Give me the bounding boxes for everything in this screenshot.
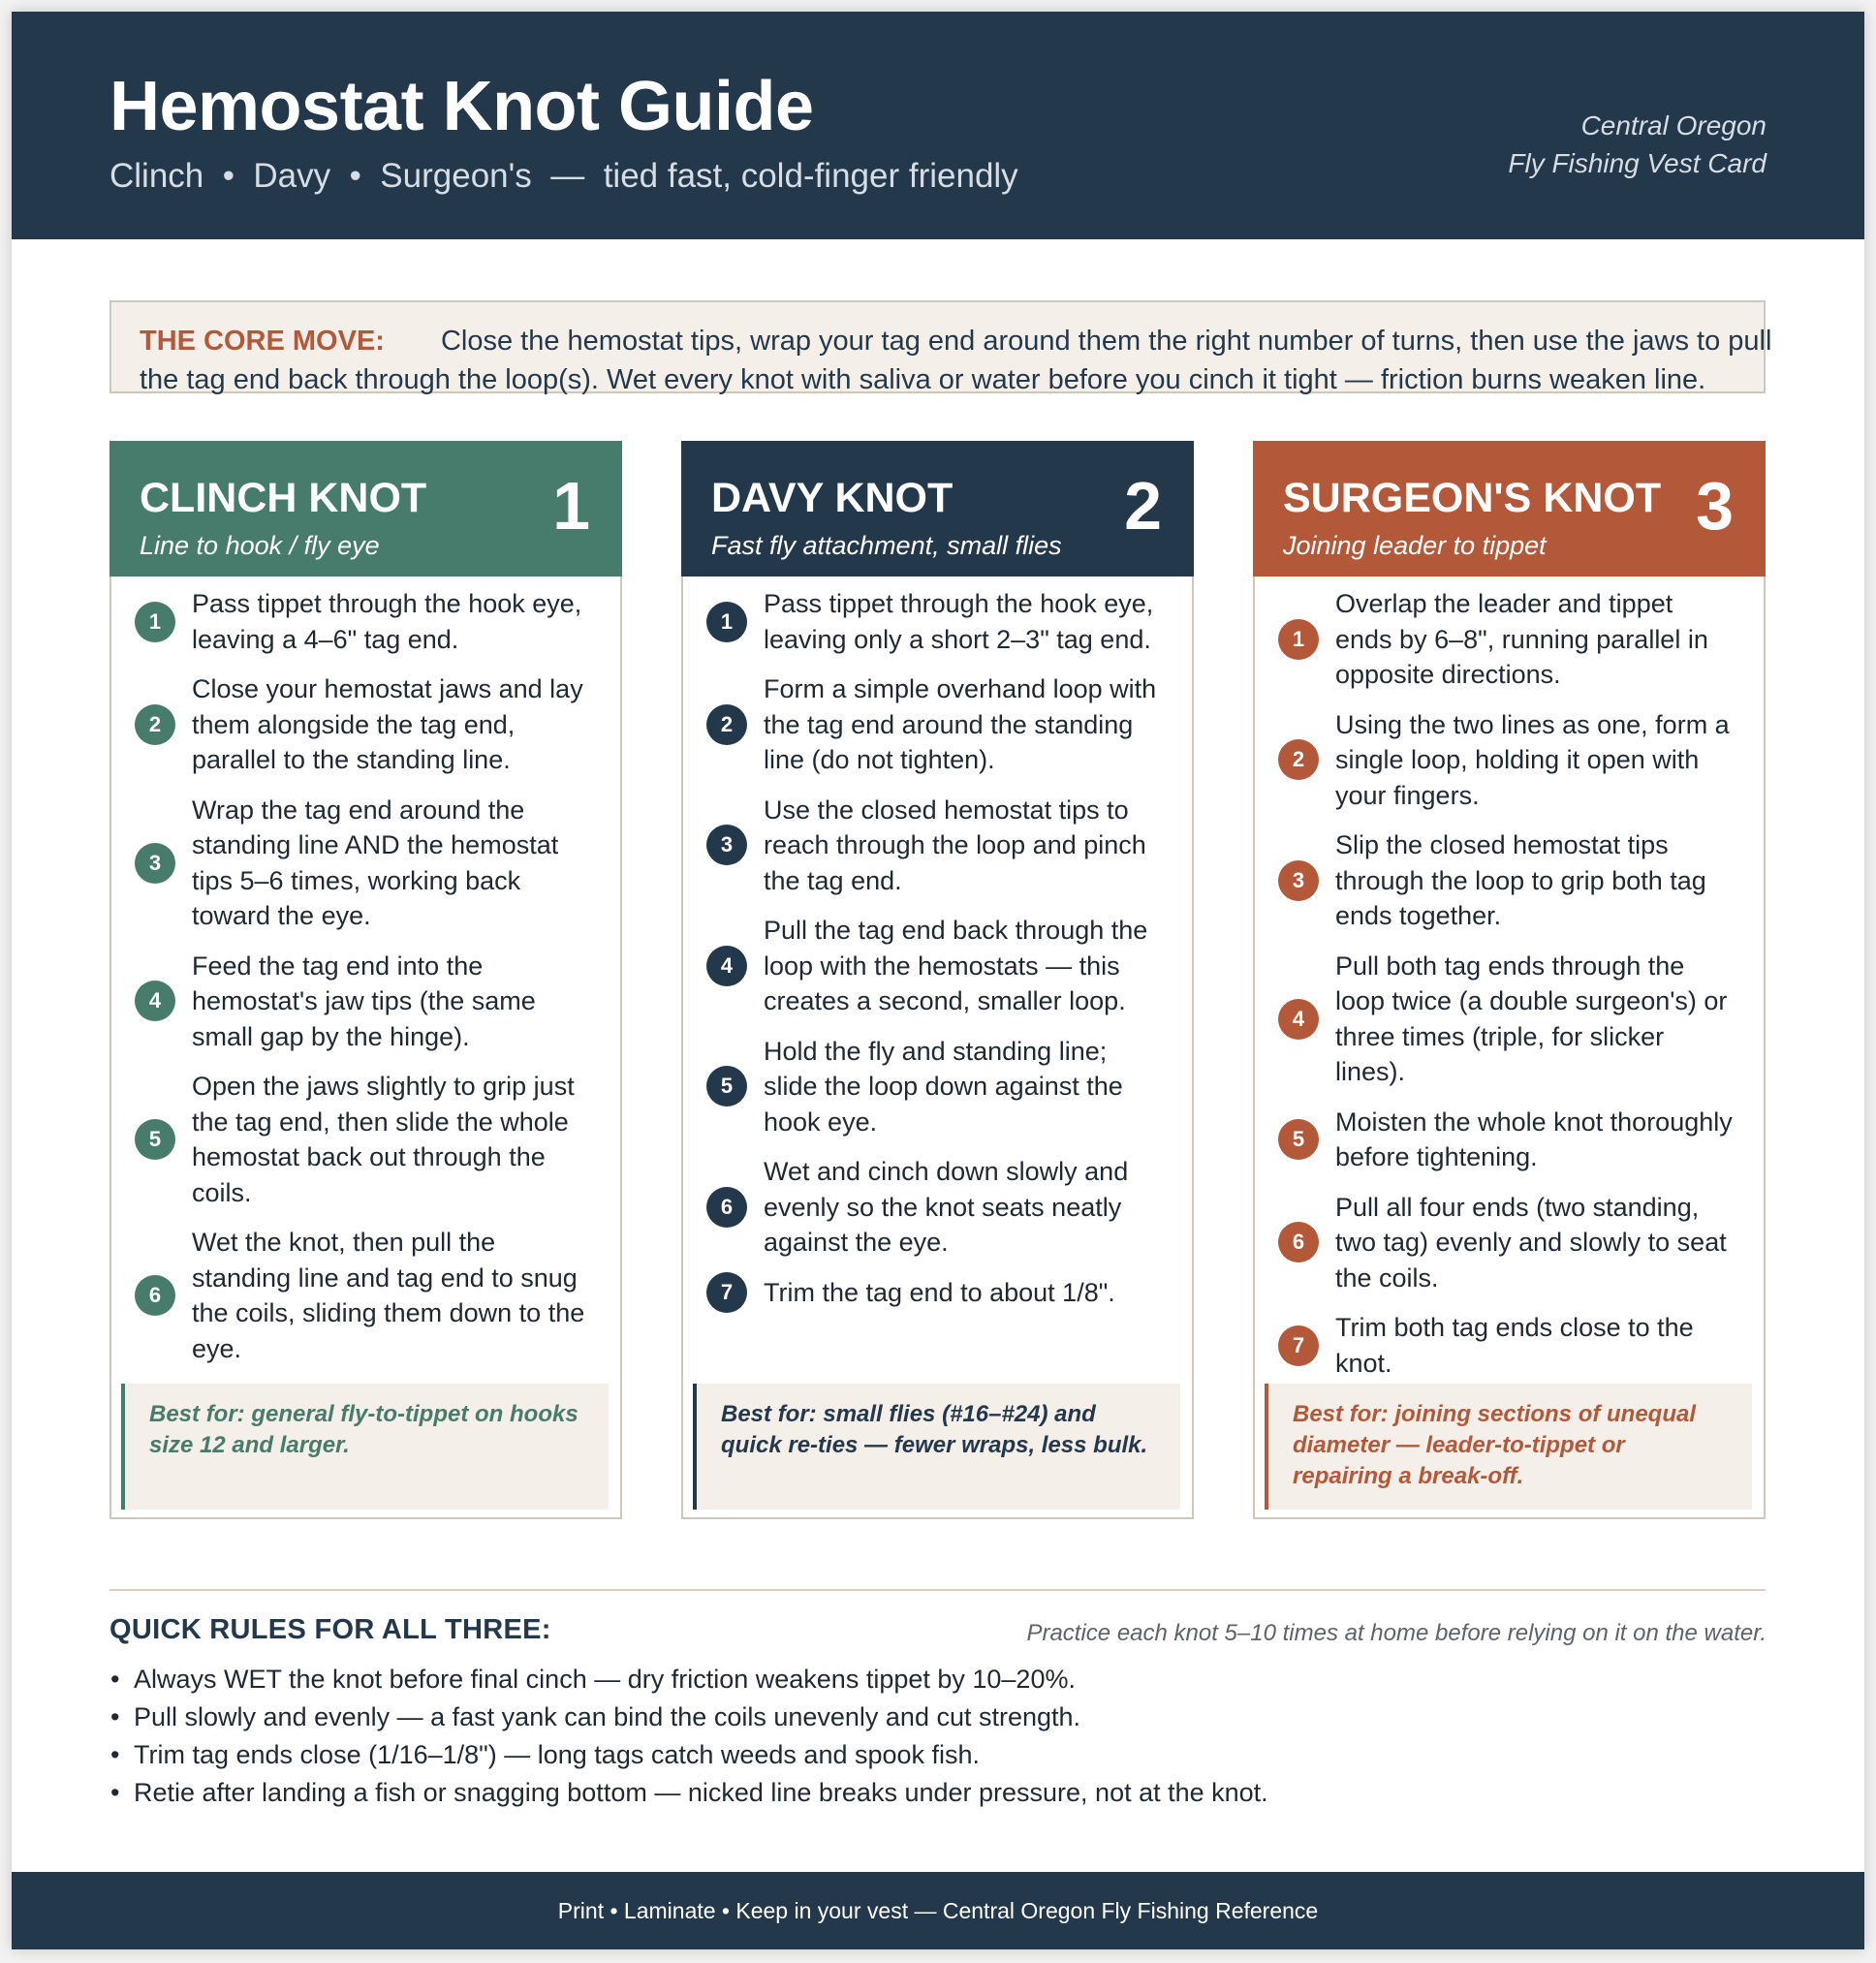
- step-item: [111, 1069, 620, 1210]
- knot-card-davy: [681, 441, 1194, 1519]
- step-text: Wrap the tag end around the standing line AND the hemostat tips 5–6 times, working back toward the eye.: [192, 795, 559, 930]
- quick-rules-list: [109, 1661, 1268, 1812]
- rule-item: [109, 1774, 1268, 1812]
- practice-note: Practice each knot 5–10 times at home before relying on it on the water.: [1026, 1620, 1767, 1646]
- footer-bar: [12, 1872, 1864, 1949]
- step-text: Close your hemostat jaws and lay them alongside the tag end, parallel to the standing line.: [192, 674, 583, 774]
- knot-name: DAVY KNOT: [711, 475, 954, 521]
- knot-card-header: [681, 441, 1194, 576]
- step-number-badge: 3: [1278, 860, 1319, 901]
- step-item: [683, 671, 1192, 778]
- step-number-badge: 1: [1278, 619, 1319, 660]
- step-text: Trim both tag ends close to the knot.: [1335, 1313, 1694, 1378]
- knot-card-clinch: [109, 441, 622, 1519]
- step-text: Slip the closed hemostat tips through the loop to grip both tag ends together.: [1335, 830, 1706, 930]
- step-item: [683, 586, 1192, 657]
- step-text: Pass tippet through the hook eye, leaving only a short 2–3" tag end.: [764, 589, 1154, 654]
- step-list: [111, 576, 620, 1366]
- core-move-text: Close the hemostat tips, wrap your tag end around them the right number of turns, then use the jaws to pull the tag end back through the loop(s). Wet every knot with saliva or water before you cinch it tight — friction burns weaken line.: [140, 326, 1772, 395]
- vest-card: [12, 12, 1864, 1949]
- header-banner: [12, 12, 1864, 239]
- step-text: Pass tippet through the hook eye, leaving a 4–6" tag end.: [192, 589, 582, 654]
- knot-number: 1: [552, 468, 590, 544]
- knot-card-header: [1253, 441, 1766, 576]
- step-number-badge: 3: [135, 843, 175, 884]
- step-item: [111, 793, 620, 934]
- knot-use: Joining leader to tippet: [1283, 531, 1547, 560]
- core-move-box: [109, 300, 1772, 395]
- tagline-card-type: Fly Fishing Vest Card: [1508, 148, 1767, 178]
- step-item: [1255, 827, 1764, 934]
- best-for-note: Best for: general fly-to-tippet on hooks size 12 and larger.: [121, 1384, 609, 1510]
- knot-card-surgeons: [1253, 441, 1766, 1519]
- core-move-label: THE CORE MOVE:: [140, 326, 385, 357]
- step-item: [1255, 1190, 1764, 1296]
- step-item: [1255, 707, 1764, 814]
- best-for-note: Best for: small flies (#16–#24) and quick re-ties — fewer wraps, less bulk.: [693, 1384, 1180, 1510]
- step-number-badge: 5: [1278, 1119, 1319, 1160]
- knot-number: 3: [1696, 468, 1734, 544]
- rule-text: Always WET the knot before final cinch — dry friction weakens tippet by 10–20%.: [134, 1665, 1076, 1694]
- step-text: Pull the tag end back through the loop with the hemostats — this creates a second, smaller loop.: [764, 916, 1148, 1015]
- bullet-glyph: •: [110, 1740, 120, 1769]
- tagline-region: Central Oregon: [1580, 110, 1767, 140]
- knot-use: Line to hook / fly eye: [140, 531, 380, 560]
- step-number-badge: 5: [135, 1119, 175, 1160]
- step-number-badge: 5: [706, 1066, 747, 1106]
- step-number-badge: 2: [706, 704, 747, 745]
- card-tagline: [1508, 107, 1767, 182]
- step-item: [683, 1154, 1192, 1261]
- quick-rules-title: QUICK RULES FOR ALL THREE:: [109, 1614, 551, 1645]
- step-number-badge: 7: [706, 1272, 747, 1313]
- step-number-badge: 2: [1278, 739, 1319, 780]
- step-number-badge: 6: [1278, 1222, 1319, 1262]
- bullet-glyph: •: [110, 1778, 120, 1807]
- step-number-badge: 2: [135, 704, 175, 745]
- step-item: [683, 1275, 1192, 1311]
- knot-name: SURGEON'S KNOT: [1283, 475, 1662, 521]
- step-text: Pull both tag ends through the loop twice (a double surgeon's) or three times (triple, for slicker lines).: [1335, 950, 1728, 1086]
- knot-use: Fast fly attachment, small flies: [711, 531, 1062, 560]
- section-divider: [109, 1589, 1766, 1591]
- step-number-badge: 1: [706, 602, 747, 642]
- best-for-note: Best for: joining sections of unequal diameter — leader-to-tippet or repairing a break-off.: [1265, 1384, 1752, 1510]
- step-text: Moisten the whole knot thoroughly before tightening.: [1335, 1106, 1733, 1171]
- page-title: Hemostat Knot Guide: [109, 68, 814, 145]
- bullet-glyph: •: [110, 1702, 120, 1731]
- step-item: [111, 671, 620, 778]
- rule-item: [109, 1661, 1268, 1698]
- step-text: Overlap the leader and tippet ends by 6–8", running parallel in opposite directions.: [1335, 589, 1708, 689]
- step-text: Hold the fly and standing line; slide the loop down against the hook eye.: [764, 1036, 1123, 1137]
- step-number-badge: 4: [706, 946, 747, 986]
- step-text: Open the jaws slightly to grip just the tag end, then slide the whole hemostat back out through the coils.: [192, 1072, 575, 1207]
- step-number-badge: 6: [706, 1187, 747, 1228]
- rule-item: [109, 1736, 1268, 1774]
- rule-text: Retie after landing a fish or snagging bottom — nicked line breaks under pressure, not at the knot.: [134, 1778, 1268, 1807]
- step-item: [111, 1225, 620, 1366]
- step-item: [1255, 1310, 1764, 1381]
- step-list: [1255, 576, 1764, 1381]
- step-item: [683, 1034, 1192, 1140]
- core-move-paragraph: [140, 322, 1806, 399]
- step-item: [1255, 949, 1764, 1090]
- step-text: Pull all four ends (two standing, two tag) evenly and slowly to seat the coils.: [1335, 1192, 1727, 1293]
- rule-text: Pull slowly and evenly — a fast yank can bind the coils unevenly and cut strength.: [134, 1702, 1081, 1731]
- step-number-badge: 3: [706, 825, 747, 865]
- step-item: [1255, 586, 1764, 693]
- step-text: Feed the tag end into the hemostat's jaw tips (the same small gap by the hinge).: [192, 950, 536, 1051]
- step-text: Using the two lines as one, form a single loop, holding it open with your fingers.: [1335, 709, 1730, 810]
- step-text: Trim the tag end to about 1/8".: [764, 1277, 1115, 1307]
- knot-card-header: [109, 441, 622, 576]
- rule-item: [109, 1698, 1268, 1736]
- knot-number: 2: [1124, 468, 1162, 544]
- step-number-badge: 1: [135, 602, 175, 642]
- step-item: [683, 793, 1192, 899]
- step-item: [1255, 1105, 1764, 1175]
- knot-name: CLINCH KNOT: [140, 475, 427, 521]
- step-list: [683, 576, 1192, 1310]
- rule-text: Trim tag ends close (1/16–1/8") — long tags catch weeds and spook fish.: [134, 1740, 981, 1769]
- step-text: Use the closed hemostat tips to reach through the loop and pinch the tag end.: [764, 795, 1146, 895]
- step-number-badge: 4: [135, 981, 175, 1021]
- page-subtitle: Clinch • Davy • Surgeon's — tied fast, cold-finger friendly: [109, 157, 1018, 195]
- step-text: Form a simple overhand loop with the tag end around the standing line (do not tighten).: [764, 674, 1157, 774]
- step-number-badge: 4: [1278, 999, 1319, 1040]
- step-text: Wet and cinch down slowly and evenly so the knot seats neatly against the eye.: [764, 1157, 1129, 1257]
- step-item: [111, 586, 620, 657]
- step-item: [683, 913, 1192, 1019]
- step-text: Wet the knot, then pull the standing line and tag end to snug the coils, sliding them down to the eye.: [192, 1228, 585, 1363]
- bullet-glyph: •: [110, 1665, 120, 1694]
- step-number-badge: 6: [135, 1275, 175, 1316]
- step-number-badge: 7: [1278, 1325, 1319, 1366]
- footer-text: Print • Laminate • Keep in your vest — Central Oregon Fly Fishing Reference: [557, 1898, 1319, 1923]
- step-item: [111, 949, 620, 1055]
